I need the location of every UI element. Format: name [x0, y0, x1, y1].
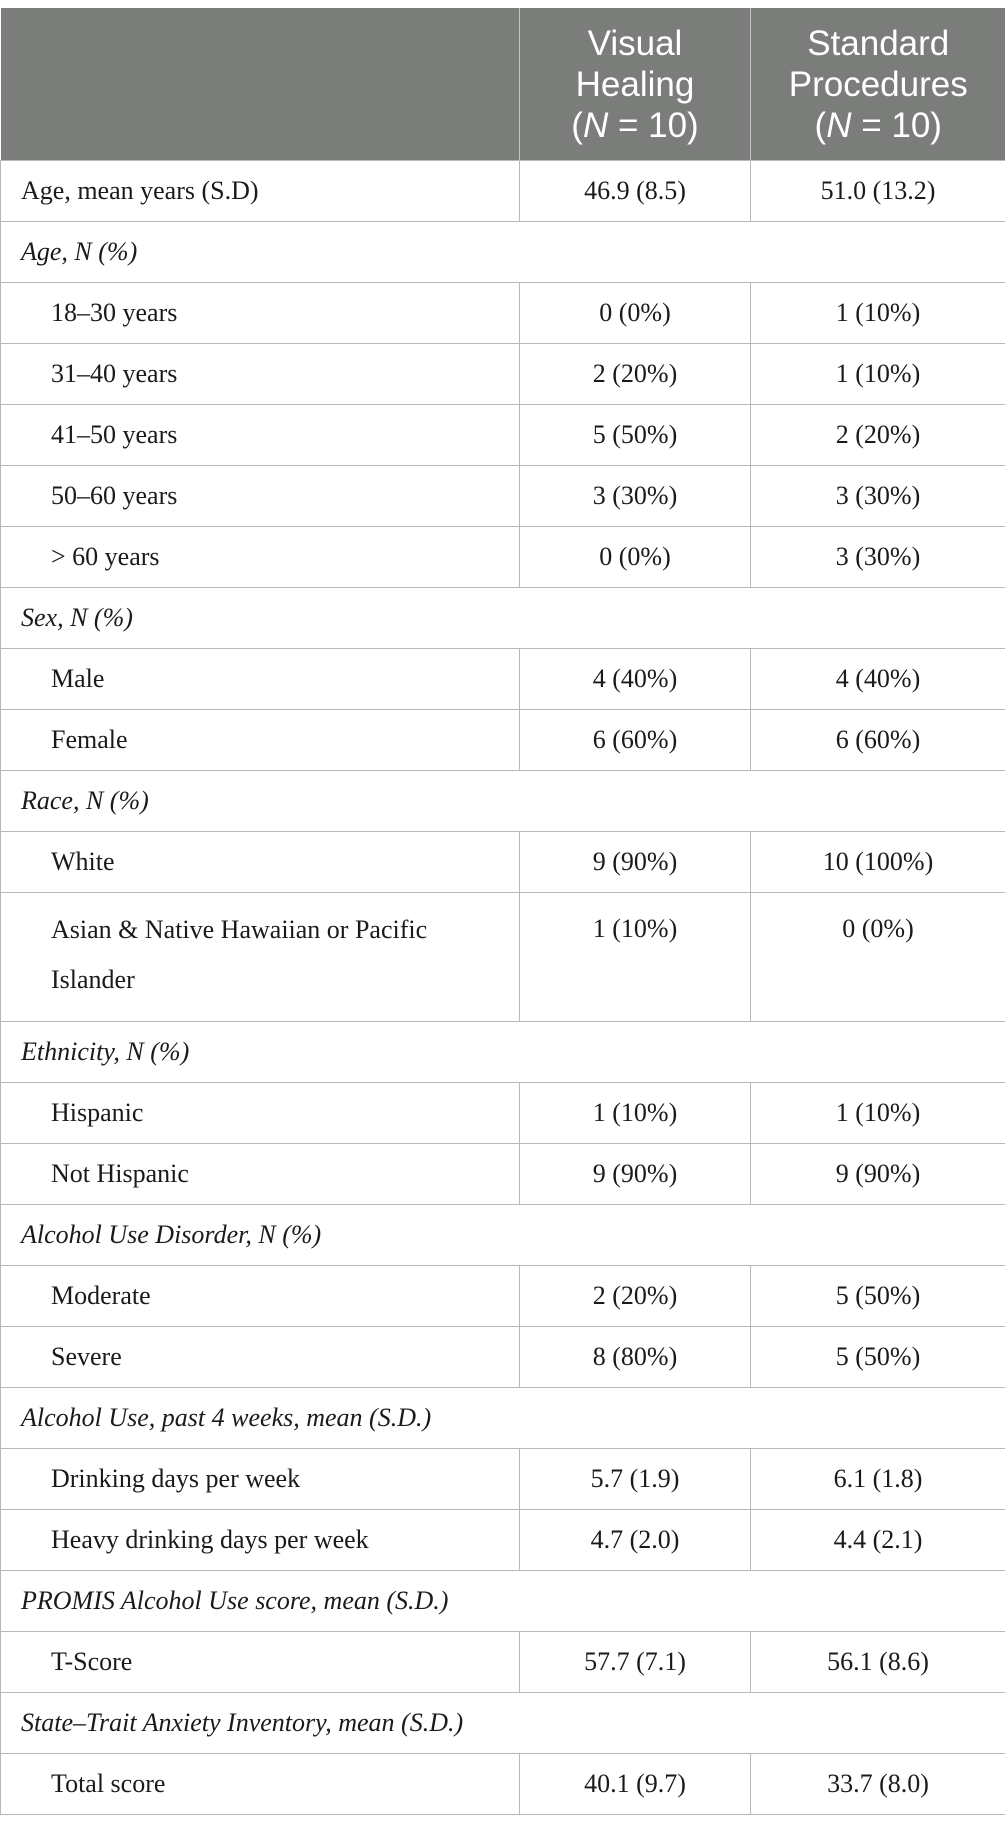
standard-procedures-value: 5 (50%): [751, 1327, 1005, 1388]
standard-procedures-value: 10 (100%): [751, 832, 1005, 893]
row-label: 41–50 years: [1, 405, 520, 466]
table-body: [1, 161, 1005, 1815]
group-row: [1, 1022, 1005, 1083]
group-row: [1, 1693, 1005, 1754]
table-row: [1, 1266, 1005, 1327]
standard-procedures-value: 4.4 (2.1): [751, 1510, 1005, 1571]
n-value: = 10): [851, 105, 942, 145]
table-header: [1, 8, 1005, 161]
table-row: [1, 405, 1005, 466]
table-row: [1, 1632, 1005, 1693]
group-label: PROMIS Alcohol Use score, mean (S.D.): [1, 1571, 1005, 1632]
table-row: [1, 1510, 1005, 1571]
standard-procedures-value: 3 (30%): [751, 527, 1005, 588]
row-label: Hispanic: [1, 1083, 520, 1144]
standard-procedures-value: 5 (50%): [751, 1266, 1005, 1327]
header-standard-procedures: [751, 8, 1005, 161]
n-symbol: N: [582, 105, 609, 145]
standard-procedures-value: 9 (90%): [751, 1144, 1005, 1205]
row-label: Male: [1, 649, 520, 710]
table-row: [1, 1144, 1005, 1205]
table-row: [1, 832, 1005, 893]
visual-healing-value: 40.1 (9.7): [520, 1754, 751, 1815]
visual-healing-value: 5.7 (1.9): [520, 1449, 751, 1510]
visual-healing-value: 8 (80%): [520, 1327, 751, 1388]
table-row: [1, 344, 1005, 405]
row-label: T-Score: [1, 1632, 520, 1693]
visual-healing-value: 46.9 (8.5): [520, 161, 751, 222]
standard-procedures-value: 2 (20%): [751, 405, 1005, 466]
standard-procedures-value: 33.7 (8.0): [751, 1754, 1005, 1815]
row-label: Age, mean years (S.D): [1, 161, 520, 222]
table-row: [1, 1754, 1005, 1815]
table-row: [1, 893, 1005, 1022]
header-standard-procedures-line1: Standard: [807, 23, 950, 63]
visual-healing-value: 4.7 (2.0): [520, 1510, 751, 1571]
group-row: [1, 1205, 1005, 1266]
table-row: [1, 466, 1005, 527]
header-standard-procedures-line2: Procedures: [788, 64, 968, 104]
n-open: (: [814, 105, 827, 145]
group-label: Alcohol Use, past 4 weeks, mean (S.D.): [1, 1388, 1005, 1449]
visual-healing-value: 9 (90%): [520, 832, 751, 893]
row-label: Female: [1, 710, 520, 771]
group-label: Ethnicity, N (%): [1, 1022, 1005, 1083]
header-visual-healing-line1: Visual: [587, 23, 683, 63]
visual-healing-value: 5 (50%): [520, 405, 751, 466]
group-label: State–Trait Anxiety Inventory, mean (S.D.): [1, 1693, 1005, 1754]
n-value: = 10): [608, 105, 699, 145]
standard-procedures-value: 1 (10%): [751, 1083, 1005, 1144]
table-row: [1, 161, 1005, 222]
table-row: [1, 283, 1005, 344]
row-label: 18–30 years: [1, 283, 520, 344]
visual-healing-value: 6 (60%): [520, 710, 751, 771]
header-visual-healing-line2: Healing: [575, 64, 695, 104]
visual-healing-value: 2 (20%): [520, 1266, 751, 1327]
n-open: (: [571, 105, 583, 145]
row-label: Moderate: [1, 1266, 520, 1327]
group-row: [1, 771, 1005, 832]
visual-healing-value: 1 (10%): [520, 893, 751, 1022]
group-label: Alcohol Use Disorder, N (%): [1, 1205, 1005, 1266]
standard-procedures-value: 6.1 (1.8): [751, 1449, 1005, 1510]
row-label: Not Hispanic: [1, 1144, 520, 1205]
header-visual-healing-n: [520, 105, 750, 146]
visual-healing-value: 1 (10%): [520, 1083, 751, 1144]
table-row: [1, 1327, 1005, 1388]
visual-healing-value: 57.7 (7.1): [520, 1632, 751, 1693]
group-label: Age, N (%): [1, 222, 1005, 283]
standard-procedures-value: 4 (40%): [751, 649, 1005, 710]
group-row: [1, 1571, 1005, 1632]
standard-procedures-value: 51.0 (13.2): [751, 161, 1005, 222]
visual-healing-value: 3 (30%): [520, 466, 751, 527]
table-row: [1, 1449, 1005, 1510]
demographics-table: [0, 8, 1005, 1815]
visual-healing-value: 9 (90%): [520, 1144, 751, 1205]
row-label: White: [1, 832, 520, 893]
header-standard-procedures-n: [751, 105, 1005, 146]
group-row: [1, 588, 1005, 649]
row-label: Drinking days per week: [1, 1449, 520, 1510]
standard-procedures-value: 0 (0%): [751, 893, 1005, 1022]
row-label: Heavy drinking days per week: [1, 1510, 520, 1571]
header-row: [1, 8, 1005, 161]
row-label: Asian & Native Hawaiian or Pacific Islander: [1, 893, 520, 1022]
group-label: Sex, N (%): [1, 588, 1005, 649]
header-characteristic: [1, 8, 520, 161]
standard-procedures-value: 3 (30%): [751, 466, 1005, 527]
standard-procedures-value: 56.1 (8.6): [751, 1632, 1005, 1693]
table-row: [1, 527, 1005, 588]
standard-procedures-value: 1 (10%): [751, 344, 1005, 405]
group-row: [1, 1388, 1005, 1449]
row-label: 50–60 years: [1, 466, 520, 527]
table-row: [1, 1083, 1005, 1144]
row-label: Total score: [1, 1754, 520, 1815]
visual-healing-value: 0 (0%): [520, 527, 751, 588]
visual-healing-value: 0 (0%): [520, 283, 751, 344]
standard-procedures-value: 1 (10%): [751, 283, 1005, 344]
header-visual-healing: [520, 8, 751, 161]
visual-healing-value: 2 (20%): [520, 344, 751, 405]
row-label: 31–40 years: [1, 344, 520, 405]
visual-healing-value: 4 (40%): [520, 649, 751, 710]
n-symbol: N: [826, 105, 852, 145]
row-label: > 60 years: [1, 527, 520, 588]
standard-procedures-value: 6 (60%): [751, 710, 1005, 771]
group-row: [1, 222, 1005, 283]
table-row: [1, 649, 1005, 710]
row-label: Severe: [1, 1327, 520, 1388]
table-row: [1, 710, 1005, 771]
group-label: Race, N (%): [1, 771, 1005, 832]
